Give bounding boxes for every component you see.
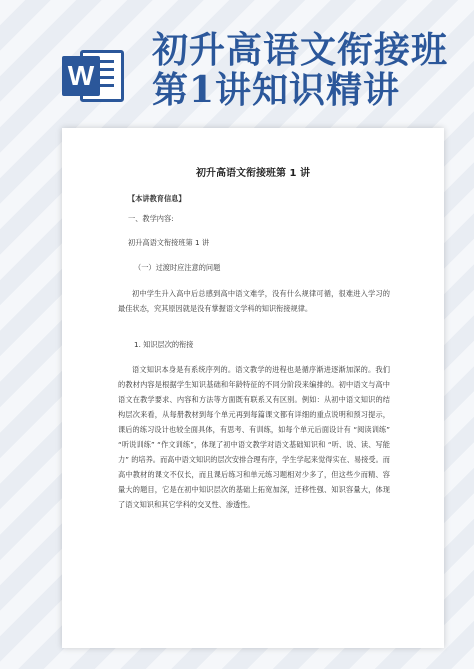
item-transition-issues: （一）过渡时应注意的问题 — [134, 263, 221, 272]
item-teaching-content-value: 初升高语文衔接班第 1 讲 — [128, 238, 210, 247]
document-page — [62, 128, 444, 648]
item-teaching-content: 一、教学内容: — [128, 214, 174, 223]
paragraph-intro: 初中学生升入高中后总感到高中语文难学，没有什么规律可循，很难进入学习的最佳状态，究其原因就是没有掌握语文学科的知识衔接规律。 — [118, 289, 390, 313]
item-knowledge-level: 1. 知识层次的衔接 — [134, 340, 194, 349]
document-title: 初升高语文衔接班第 1 讲 — [196, 168, 310, 179]
word-icon — [62, 44, 128, 106]
page-title — [152, 30, 448, 110]
word-icon-badge: W — [62, 56, 100, 96]
paragraph-knowledge: 语文知识本身是有系统序列的。语文教学的进程也是循序渐进逐渐加深的。我们的教材内容是根据学生知识基础和年龄特征的不同分阶段来编排的。初中语文与高中语文在教学要求、内容和方法等方面既有联系又有区别。例如：从初中语文知识的结构层次来看，从每册教材到每个单元再到每篇课文都有详细的重点说明和预习提示，课后的练习设计也较全面具体，有思考、有训练，如每个单元后面设计有 “阅读训练” “听说训练” “作文训练”，体现了初中语文教学对语文基础知识和 “听、说、读、写能力” 的培养。而高中语文知识的层次安排合理有序，学生学起来觉得实在、易接受。而高中教材的课文不仅长，而且课后练习和单元练习题相对少多了，但这些少而精、容量大的题目，它是在初中知识层次的基础上拓宽加深，迁移性强、知识容量大，体现了语文知识和其它学科的交叉性、渗透性。 — [118, 365, 390, 509]
page-title-line1: 初升高语文衔接班 — [152, 29, 449, 71]
header-banner — [0, 0, 474, 128]
section-tag: 【本讲教育信息】 — [128, 194, 186, 203]
page-title-line2: 第1讲知识精讲 — [152, 69, 401, 111]
